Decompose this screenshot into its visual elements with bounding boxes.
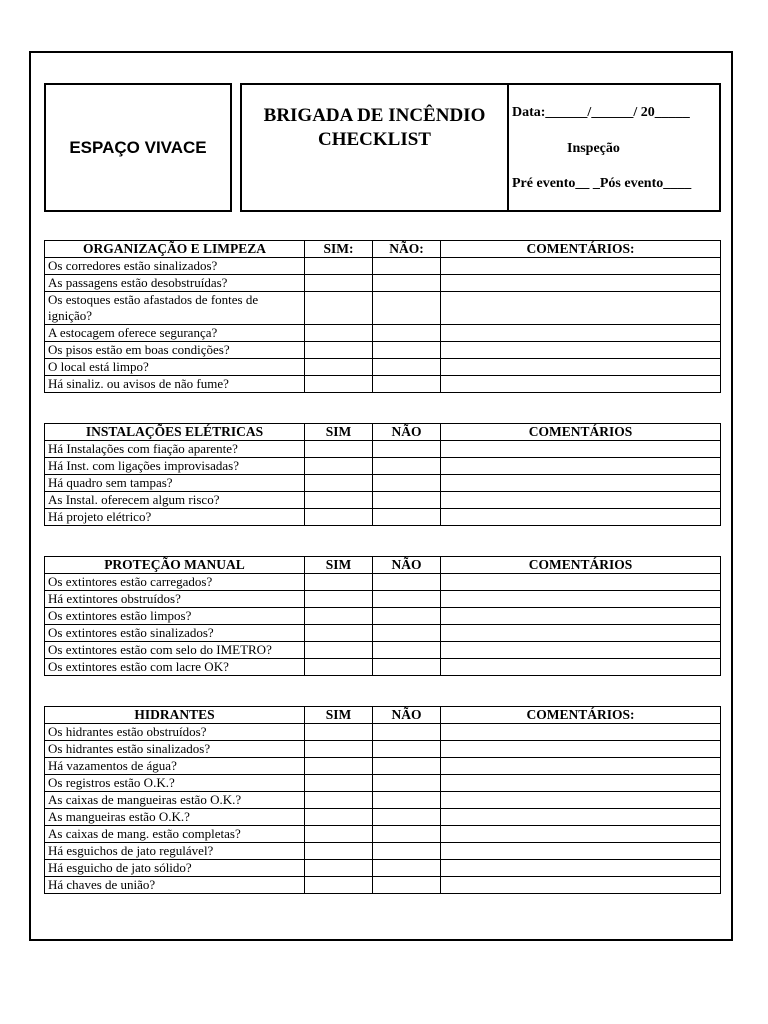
table-header-row xyxy=(45,707,721,724)
comment-cell[interactable] xyxy=(441,492,721,509)
table-row xyxy=(45,659,721,676)
question-cell: Há quadro sem tampas? xyxy=(45,475,305,492)
nao-cell[interactable] xyxy=(373,441,441,458)
comment-cell[interactable] xyxy=(441,826,721,843)
nao-cell[interactable] xyxy=(373,758,441,775)
phase-field: Pré evento__ _Pós evento____ xyxy=(512,176,692,191)
comment-cell[interactable] xyxy=(441,509,721,526)
question-cell: Os extintores estão com selo do IMETRO? xyxy=(45,642,305,659)
table-row xyxy=(45,359,721,376)
nao-cell[interactable] xyxy=(373,492,441,509)
nao-cell[interactable] xyxy=(373,792,441,809)
comment-cell[interactable] xyxy=(441,775,721,792)
table-row xyxy=(45,591,721,608)
nao-cell[interactable] xyxy=(373,775,441,792)
nao-cell[interactable] xyxy=(373,608,441,625)
brand-name: ESPAÇO VIVACE xyxy=(69,137,207,157)
comments-header: COMENTÁRIOS xyxy=(441,424,721,441)
sim-header: SIM xyxy=(305,707,373,724)
comments-header: COMENTÁRIOS: xyxy=(441,241,721,258)
table-row xyxy=(45,826,721,843)
sim-cell[interactable] xyxy=(305,492,373,509)
nao-cell[interactable] xyxy=(373,826,441,843)
question-cell: Os estoques estão afastados de fontes de ignição? xyxy=(45,292,305,325)
nao-cell[interactable] xyxy=(373,877,441,894)
checklist-table xyxy=(44,240,721,393)
table-row xyxy=(45,441,721,458)
table-row xyxy=(45,258,721,275)
comment-cell[interactable] xyxy=(441,475,721,492)
question-cell: As passagens estão desobstruídas? xyxy=(45,275,305,292)
sim-cell[interactable] xyxy=(305,608,373,625)
table-row xyxy=(45,608,721,625)
comment-cell[interactable] xyxy=(441,275,721,292)
sim-header: SIM: xyxy=(305,241,373,258)
nao-cell[interactable] xyxy=(373,591,441,608)
sim-cell[interactable] xyxy=(305,441,373,458)
table-row xyxy=(45,475,721,492)
sim-cell[interactable] xyxy=(305,741,373,758)
table-row xyxy=(45,492,721,509)
table-header-row xyxy=(45,557,721,574)
sim-cell[interactable] xyxy=(305,625,373,642)
sim-header: SIM xyxy=(305,557,373,574)
comment-cell[interactable] xyxy=(441,724,721,741)
question-cell: Há projeto elétrico? xyxy=(45,509,305,526)
question-cell: Os registros estão O.K.? xyxy=(45,775,305,792)
comment-cell[interactable] xyxy=(441,441,721,458)
table-row xyxy=(45,877,721,894)
nao-cell[interactable] xyxy=(373,376,441,393)
title-divider xyxy=(507,85,509,210)
question-cell: O local está limpo? xyxy=(45,359,305,376)
nao-cell[interactable] xyxy=(373,574,441,591)
title-line-2: CHECKLIST xyxy=(318,129,431,150)
question-cell: Há esguicho de jato sólido? xyxy=(45,860,305,877)
question-cell: A estocagem oferece segurança? xyxy=(45,325,305,342)
document-title xyxy=(242,104,507,152)
question-cell: Os extintores estão com lacre OK? xyxy=(45,659,305,676)
sim-cell[interactable] xyxy=(305,724,373,741)
table-row xyxy=(45,843,721,860)
comment-cell[interactable] xyxy=(441,659,721,676)
date-field: Data:______/______/ 20_____ xyxy=(512,105,690,120)
table-row xyxy=(45,758,721,775)
table-row xyxy=(45,275,721,292)
section-title: ORGANIZAÇÃO E LIMPEZA xyxy=(45,241,305,258)
table-row xyxy=(45,741,721,758)
table-row xyxy=(45,376,721,393)
question-cell: As Instal. oferecem algum risco? xyxy=(45,492,305,509)
nao-cell[interactable] xyxy=(373,724,441,741)
sim-cell[interactable] xyxy=(305,877,373,894)
table-header-row xyxy=(45,241,721,258)
sim-cell[interactable] xyxy=(305,758,373,775)
nao-cell[interactable] xyxy=(373,659,441,676)
nao-cell[interactable] xyxy=(373,625,441,642)
nao-cell[interactable] xyxy=(373,741,441,758)
question-cell: Há esguichos de jato regulável? xyxy=(45,843,305,860)
comment-cell[interactable] xyxy=(441,860,721,877)
comment-cell[interactable] xyxy=(441,741,721,758)
checklist-table xyxy=(44,706,721,894)
table-row xyxy=(45,809,721,826)
comment-cell[interactable] xyxy=(441,591,721,608)
sim-cell[interactable] xyxy=(305,509,373,526)
comment-cell[interactable] xyxy=(441,376,721,393)
table-row xyxy=(45,342,721,359)
question-cell: Há vazamentos de água? xyxy=(45,758,305,775)
comment-cell[interactable] xyxy=(441,258,721,275)
question-cell: Os pisos estão em boas condições? xyxy=(45,342,305,359)
sim-cell[interactable] xyxy=(305,359,373,376)
table-row xyxy=(45,292,721,325)
table-header-row xyxy=(45,424,721,441)
nao-cell[interactable] xyxy=(373,860,441,877)
comment-cell[interactable] xyxy=(441,342,721,359)
comment-cell[interactable] xyxy=(441,625,721,642)
nao-cell[interactable] xyxy=(373,325,441,342)
section-title: HIDRANTES xyxy=(45,707,305,724)
comment-cell[interactable] xyxy=(441,758,721,775)
sim-cell[interactable] xyxy=(305,843,373,860)
sim-cell[interactable] xyxy=(305,275,373,292)
comment-cell[interactable] xyxy=(441,574,721,591)
comment-cell[interactable] xyxy=(441,642,721,659)
table-row xyxy=(45,792,721,809)
comment-cell[interactable] xyxy=(441,359,721,376)
nao-cell[interactable] xyxy=(373,292,441,325)
table-row xyxy=(45,860,721,877)
comment-cell[interactable] xyxy=(441,809,721,826)
checklist-table xyxy=(44,556,721,676)
question-cell: Os corredores estão sinalizados? xyxy=(45,258,305,275)
table-row xyxy=(45,775,721,792)
sim-cell[interactable] xyxy=(305,475,373,492)
nao-cell[interactable] xyxy=(373,475,441,492)
nao-cell[interactable] xyxy=(373,359,441,376)
sim-cell[interactable] xyxy=(305,809,373,826)
sim-cell[interactable] xyxy=(305,860,373,877)
table-row xyxy=(45,325,721,342)
question-cell: As mangueiras estão O.K.? xyxy=(45,809,305,826)
nao-cell[interactable] xyxy=(373,258,441,275)
nao-header: NÃO xyxy=(373,707,441,724)
sim-cell[interactable] xyxy=(305,342,373,359)
checklist-table xyxy=(44,423,721,526)
question-cell: Há sinaliz. ou avisos de não fume? xyxy=(45,376,305,393)
sim-cell[interactable] xyxy=(305,775,373,792)
question-cell: Os extintores estão carregados? xyxy=(45,574,305,591)
sim-cell[interactable] xyxy=(305,659,373,676)
table-row xyxy=(45,642,721,659)
sim-cell[interactable] xyxy=(305,826,373,843)
nao-header: NÃO xyxy=(373,424,441,441)
table-row xyxy=(45,574,721,591)
comment-cell[interactable] xyxy=(441,458,721,475)
nao-cell[interactable] xyxy=(373,809,441,826)
sim-cell[interactable] xyxy=(305,574,373,591)
question-cell: Há extintores obstruídos? xyxy=(45,591,305,608)
question-cell: Os hidrantes estão obstruídos? xyxy=(45,724,305,741)
comment-cell[interactable] xyxy=(441,292,721,325)
title-box xyxy=(240,83,721,212)
title-line-1: BRIGADA DE INCÊNDIO xyxy=(263,105,486,126)
question-cell: Os extintores estão sinalizados? xyxy=(45,625,305,642)
question-cell: As caixas de mang. estão completas? xyxy=(45,826,305,843)
sim-cell[interactable] xyxy=(305,458,373,475)
nao-cell[interactable] xyxy=(373,642,441,659)
question-cell: Os extintores estão limpos? xyxy=(45,608,305,625)
nao-cell[interactable] xyxy=(373,275,441,292)
comment-cell[interactable] xyxy=(441,792,721,809)
question-cell: Há Inst. com ligações improvisadas? xyxy=(45,458,305,475)
comment-cell[interactable] xyxy=(441,843,721,860)
nao-header: NÃO xyxy=(373,557,441,574)
sim-cell[interactable] xyxy=(305,258,373,275)
section-title: PROTEÇÃO MANUAL xyxy=(45,557,305,574)
sim-cell[interactable] xyxy=(305,376,373,393)
table-row xyxy=(45,458,721,475)
comments-header: COMENTÁRIOS xyxy=(441,557,721,574)
comments-header: COMENTÁRIOS: xyxy=(441,707,721,724)
sim-cell[interactable] xyxy=(305,591,373,608)
table-row xyxy=(45,509,721,526)
nao-header: NÃO: xyxy=(373,241,441,258)
table-row xyxy=(45,625,721,642)
sim-cell[interactable] xyxy=(305,642,373,659)
comment-cell[interactable] xyxy=(441,608,721,625)
sim-header: SIM xyxy=(305,424,373,441)
nao-cell[interactable] xyxy=(373,843,441,860)
comment-cell[interactable] xyxy=(441,325,721,342)
question-cell: As caixas de mangueiras estão O.K.? xyxy=(45,792,305,809)
question-cell: Há Instalações com fiação aparente? xyxy=(45,441,305,458)
nao-cell[interactable] xyxy=(373,458,441,475)
nao-cell[interactable] xyxy=(373,509,441,526)
nao-cell[interactable] xyxy=(373,342,441,359)
comment-cell[interactable] xyxy=(441,877,721,894)
sim-cell[interactable] xyxy=(305,325,373,342)
inspection-label: Inspeção xyxy=(567,141,620,156)
question-cell: Os hidrantes estão sinalizados? xyxy=(45,741,305,758)
question-cell: Há chaves de união? xyxy=(45,877,305,894)
sim-cell[interactable] xyxy=(305,292,373,325)
table-row xyxy=(45,724,721,741)
section-title: INSTALAÇÕES ELÉTRICAS xyxy=(45,424,305,441)
sim-cell[interactable] xyxy=(305,792,373,809)
brand-box xyxy=(44,83,232,212)
